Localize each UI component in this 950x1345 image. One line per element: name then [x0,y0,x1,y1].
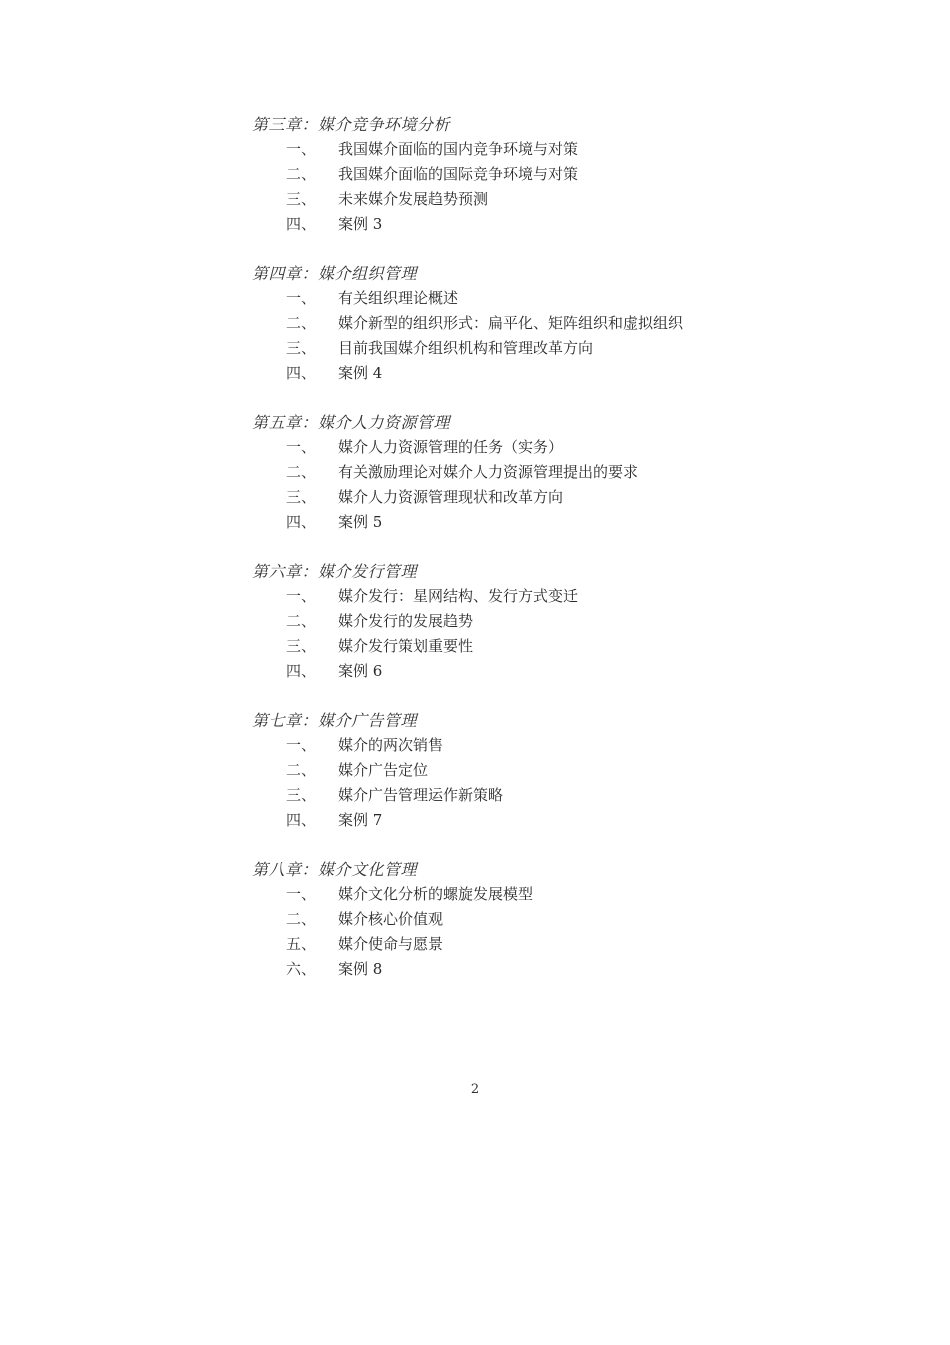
chapter-item [252,659,872,684]
chapter-item [252,957,872,982]
item-number: 三、 [286,488,317,506]
item-text: 有关激励理论对媒介人力资源管理提出的要求 [338,463,639,481]
item-number: 一、 [286,438,317,456]
chapter-title: 第六章：媒介发行管理 [252,562,418,581]
item-number: 二、 [286,165,317,183]
chapter-item [252,932,872,957]
item-text: 案例 6 [338,662,383,680]
chapter-section [252,410,872,535]
chapter-item [252,162,872,187]
chapter-title: 第七章：媒介广告管理 [252,711,418,730]
item-text: 媒介人力资源管理现状和改革方向 [338,488,564,506]
item-number: 五、 [286,935,317,953]
item-number: 一、 [286,587,317,605]
chapter-section [252,112,872,237]
chapter-item [252,808,872,833]
item-text: 媒介新型的组织形式：扁平化、矩阵组织和虚拟组织 [338,314,684,332]
item-text: 未来媒介发展趋势预测 [338,190,489,208]
table-of-contents [252,112,872,982]
item-text: 媒介核心价值观 [338,910,444,928]
chapter-item [252,485,872,510]
chapter-item [252,882,872,907]
item-text: 案例 4 [338,364,383,382]
item-number: 六、 [286,960,317,978]
chapter-section [252,559,872,684]
chapter-item [252,733,872,758]
chapter-item [252,311,872,336]
chapter-item [252,187,872,212]
item-text: 媒介人力资源管理的任务（实务） [338,438,564,456]
item-number: 一、 [286,736,317,754]
item-text: 媒介发行：星网结构、发行方式变迁 [338,587,579,605]
item-number: 一、 [286,140,317,158]
item-text: 我国媒介面临的国内竞争环境与对策 [338,140,579,158]
chapter-item [252,460,872,485]
chapter-item [252,634,872,659]
chapter-item [252,609,872,634]
item-number: 四、 [286,215,317,233]
item-number: 二、 [286,612,317,630]
page-number: 2 [470,1082,480,1097]
item-text: 媒介广告定位 [338,761,429,779]
chapter-title: 第五章：媒介人力资源管理 [252,413,451,432]
chapter-title: 第四章：媒介组织管理 [252,264,418,283]
item-number: 四、 [286,513,317,531]
item-text: 目前我国媒介组织机构和管理改革方向 [338,339,594,357]
chapter-item [252,336,872,361]
item-text: 我国媒介面临的国际竞争环境与对策 [338,165,579,183]
chapter-item [252,435,872,460]
item-number: 四、 [286,364,317,382]
item-number: 一、 [286,885,317,903]
item-number: 四、 [286,811,317,829]
chapter-title: 第三章：媒介竞争环境分析 [252,115,451,134]
chapter-item [252,783,872,808]
item-number: 一、 [286,289,317,307]
item-text: 案例 8 [338,960,383,978]
chapter-item [252,510,872,535]
chapter-item [252,212,872,237]
chapter-section [252,708,872,833]
item-number: 二、 [286,463,317,481]
item-number: 四、 [286,662,317,680]
item-number: 三、 [286,786,317,804]
chapter-section [252,261,872,386]
item-text: 媒介广告管理运作新策略 [338,786,504,804]
chapter-item [252,361,872,386]
item-text: 有关组织理论概述 [338,289,459,307]
item-text: 案例 7 [338,811,383,829]
chapter-item [252,758,872,783]
chapter-item [252,907,872,932]
item-number: 二、 [286,910,317,928]
item-number: 三、 [286,190,317,208]
item-text: 媒介使命与愿景 [338,935,444,953]
item-text: 媒介发行策划重要性 [338,637,474,655]
item-number: 三、 [286,339,317,357]
chapter-section [252,857,872,982]
item-number: 二、 [286,314,317,332]
chapter-title: 第八章：媒介文化管理 [252,860,418,879]
chapter-item [252,584,872,609]
item-text: 案例 3 [338,215,383,233]
item-number: 二、 [286,761,317,779]
item-text: 案例 5 [338,513,383,531]
chapter-item [252,286,872,311]
chapter-item [252,137,872,162]
item-text: 媒介的两次销售 [338,736,444,754]
item-text: 媒介发行的发展趋势 [338,612,474,630]
item-text: 媒介文化分析的螺旋发展模型 [338,885,534,903]
item-number: 三、 [286,637,317,655]
